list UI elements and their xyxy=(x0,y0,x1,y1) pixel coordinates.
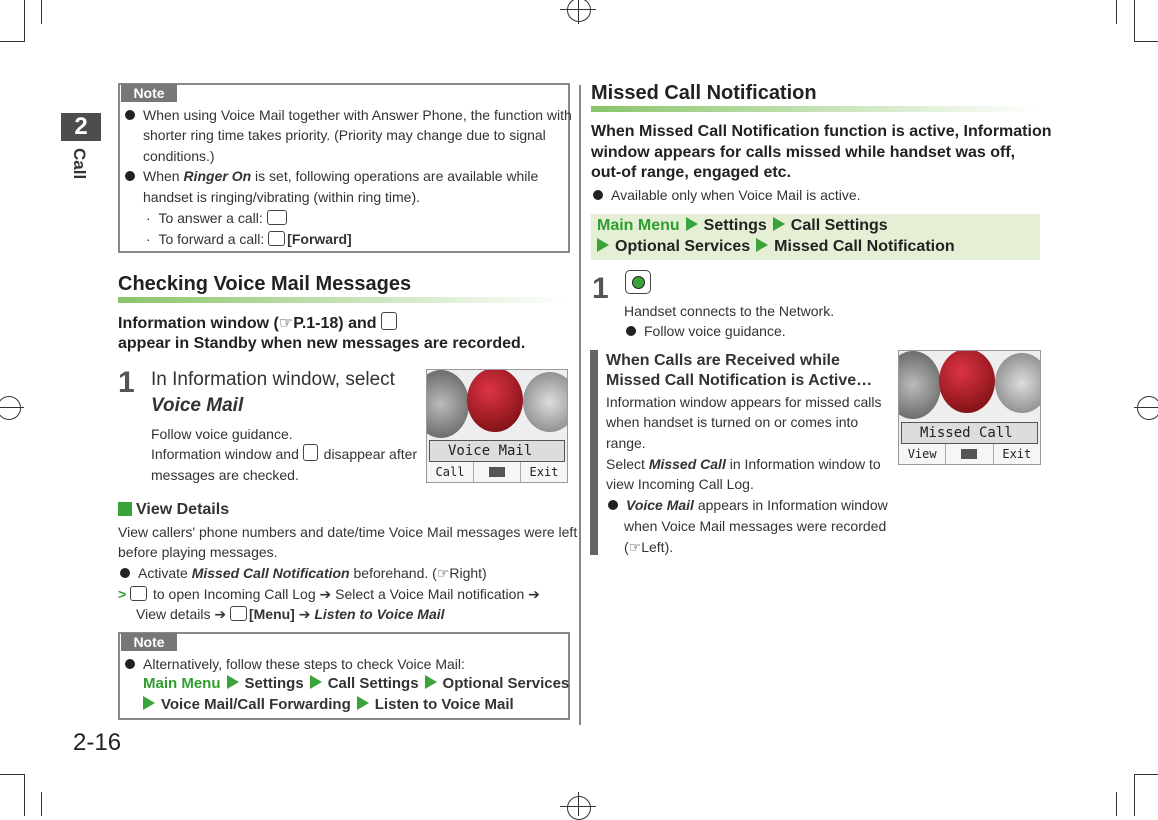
bullet-item xyxy=(120,563,487,584)
menu-item: Listen to Voice Mail xyxy=(374,696,514,713)
note-text: When using Voice Mail together with Answer Phone, the function with xyxy=(143,107,572,123)
info-text: range. xyxy=(606,435,646,451)
phone-screen-voice-mail xyxy=(426,369,568,483)
crop-mark xyxy=(0,41,24,42)
bullet-emphasis: Missed Call Notification xyxy=(191,565,350,581)
crop-mark xyxy=(0,774,24,775)
call-key-icon xyxy=(267,210,287,225)
step-instruction: In Information window, select xyxy=(151,369,395,390)
step-detail: messages are checked. xyxy=(151,467,299,483)
info-text: Information window appears for missed calls xyxy=(606,394,882,410)
fruit-image xyxy=(426,370,469,438)
crop-mark xyxy=(24,774,25,816)
procedure-step: > to open Incoming Call Log ➔ Select a Voice Mail notification ➔ xyxy=(118,586,540,602)
body-text: before playing messages. xyxy=(118,544,278,560)
note-sub-item: · To answer a call: xyxy=(146,208,289,229)
info-text-part: appears in Information window xyxy=(693,497,888,513)
step-number: 1 xyxy=(118,366,135,399)
softkey-left: View xyxy=(907,447,937,461)
crop-mark xyxy=(1134,774,1158,775)
heading-rule xyxy=(591,106,1040,112)
mail-key-icon xyxy=(268,231,285,246)
menu-item: Missed Call Notification xyxy=(774,238,955,255)
step-detail: Follow voice guidance. xyxy=(151,426,293,442)
phone-info-bar: Missed Call xyxy=(901,422,1038,444)
bullet-text: Activate xyxy=(138,565,192,581)
procedure-text: [Menu] ➔ xyxy=(248,606,311,622)
info-text xyxy=(606,454,881,475)
center-key-icon xyxy=(130,586,147,601)
bullet-item xyxy=(626,321,786,342)
registration-mark xyxy=(560,9,596,10)
menu-path-line xyxy=(597,236,1034,257)
info-text-part: in Information window to xyxy=(725,456,881,472)
registration-mark xyxy=(0,396,21,420)
crop-mark xyxy=(41,792,42,816)
info-text: (☞Left). xyxy=(624,539,674,555)
center-key-icon xyxy=(625,270,651,294)
crop-mark xyxy=(1116,792,1117,816)
menu-path xyxy=(137,695,514,716)
bullet-text: Available only when Voice Mail is active. xyxy=(611,187,861,203)
fruit-image xyxy=(898,351,941,419)
subsection-heading xyxy=(118,500,229,521)
info-emphasis: Missed Call xyxy=(648,456,726,472)
voicemail-indicator-icon xyxy=(303,444,318,461)
menu-item: Settings xyxy=(244,675,304,692)
info-text: when Voice Mail messages were recorded xyxy=(624,518,887,534)
info-emphasis: Voice Mail xyxy=(626,497,694,513)
softkey-right: Exit xyxy=(993,444,1040,464)
note-text: shorter ring time takes priority. (Priority may change due to signal xyxy=(143,127,546,143)
mail-key-icon xyxy=(230,606,247,621)
softkey-right: Exit xyxy=(520,462,567,482)
body-text: View callers' phone numbers and date/time Voice Mail messages were left xyxy=(118,524,578,540)
phone-softkeys xyxy=(427,462,567,482)
procedure-step xyxy=(136,604,445,625)
menu-item: Optional Services xyxy=(442,675,570,692)
section-heading: Missed Call Notification xyxy=(591,82,817,104)
bullet-text: beforehand. (☞Right) xyxy=(349,565,487,581)
section-heading: Checking Voice Mail Messages xyxy=(118,273,412,295)
section-lead: out-of range, engaged etc. xyxy=(591,164,792,181)
chapter-label: Call xyxy=(70,148,89,180)
note-text: When xyxy=(143,168,184,184)
chapter-number: 2 xyxy=(61,113,101,141)
softkey-left: Call xyxy=(435,465,465,479)
menu-item: Optional Services xyxy=(615,238,751,255)
page-number: 2-16 xyxy=(73,729,122,756)
step-detail xyxy=(151,444,417,465)
step-detail: Handset connects to the Network. xyxy=(624,303,835,319)
fruit-image xyxy=(995,353,1041,413)
phone-info-bar: Voice Mail xyxy=(429,440,565,462)
registration-mark xyxy=(578,0,579,24)
registration-mark xyxy=(567,0,591,22)
note-bullet xyxy=(125,654,465,675)
registration-mark xyxy=(560,806,596,807)
menu-item: Call Settings xyxy=(327,675,419,692)
step-detail-text: disappear after xyxy=(323,446,418,462)
menu-path-line xyxy=(597,215,1034,236)
menu-item: Call Settings xyxy=(790,217,888,234)
info-heading: Missed Call Notification is Active… xyxy=(606,372,873,389)
fruit-image xyxy=(523,372,568,432)
procedure-text: View details ➔ xyxy=(136,606,227,622)
registration-mark xyxy=(567,796,591,820)
menu-path xyxy=(143,674,569,695)
step-detail-text: Information window and xyxy=(151,446,299,462)
menu-item: Voice Mail/Call Forwarding xyxy=(161,696,351,713)
procedure-target: Listen to Voice Mail xyxy=(314,606,445,622)
step-target: Voice Mail xyxy=(151,395,244,416)
section-lead: window appears for calls missed while handset was off, xyxy=(591,144,1016,161)
procedure-text: to open Incoming Call Log ➔ Select a Voice Mail notification ➔ xyxy=(152,586,540,602)
menu-item: Settings xyxy=(703,217,767,234)
menu-path-bar xyxy=(591,214,1040,260)
registration-mark xyxy=(578,792,579,816)
column-divider xyxy=(579,85,581,725)
crop-mark xyxy=(1116,0,1117,24)
softkey-center xyxy=(945,444,992,464)
menu-item: Main Menu xyxy=(597,217,680,234)
crop-mark xyxy=(1134,0,1135,42)
crop-mark xyxy=(41,0,42,24)
section-lead: appear in Standby when new messages are recorded. xyxy=(118,335,526,352)
info-sidebar xyxy=(590,350,598,555)
key-label: [Forward] xyxy=(287,231,352,247)
registration-mark xyxy=(0,407,24,408)
info-text-part: Select xyxy=(606,456,649,472)
subsection-title: View Details xyxy=(136,501,230,518)
section-lead xyxy=(118,312,399,334)
note-bullet xyxy=(125,166,538,187)
softkey-center xyxy=(473,462,520,482)
registration-mark xyxy=(1134,407,1158,408)
phone-screen-missed-call xyxy=(898,350,1041,465)
info-text: when handset is turned on or comes into xyxy=(606,414,859,430)
info-heading: When Calls are Received while xyxy=(606,352,840,369)
crop-mark xyxy=(1134,774,1135,816)
section-lead: When Missed Call Notification function is active, Information xyxy=(591,123,1052,140)
bullet-text: Follow voice guidance. xyxy=(644,323,786,339)
note-text: handset is ringing/vibrating (within ring time). xyxy=(143,189,421,205)
voicemail-indicator-icon xyxy=(381,312,397,330)
note-tag: Note xyxy=(121,633,177,651)
heading-rule xyxy=(118,297,568,303)
note-text: Alternatively, follow these steps to check Voice Mail: xyxy=(143,656,465,672)
note-text: To answer a call: xyxy=(158,210,263,226)
note-text: To forward a call: xyxy=(158,231,265,247)
note-sub-item: · To forward a call: [Forward] xyxy=(146,231,352,247)
menu-item: Main Menu xyxy=(143,675,221,692)
registration-mark xyxy=(1137,396,1158,420)
phone-softkeys xyxy=(899,444,1040,464)
note-tag: Note xyxy=(121,84,177,102)
fruit-image xyxy=(467,369,523,432)
note-emphasis: Ringer On xyxy=(183,168,252,184)
note-bullet xyxy=(125,105,572,126)
bullet-item xyxy=(593,185,861,206)
step-number: 1 xyxy=(592,272,609,305)
info-text: view Incoming Call Log. xyxy=(606,476,754,492)
info-bullet xyxy=(608,495,888,516)
note-text: conditions.) xyxy=(143,148,215,164)
crop-mark xyxy=(1134,41,1158,42)
lead-text: Information window (☞P.1-18) and xyxy=(118,315,377,332)
crop-mark xyxy=(24,0,25,42)
fruit-image xyxy=(939,350,995,413)
note-text: is set, following operations are available while xyxy=(251,168,539,184)
